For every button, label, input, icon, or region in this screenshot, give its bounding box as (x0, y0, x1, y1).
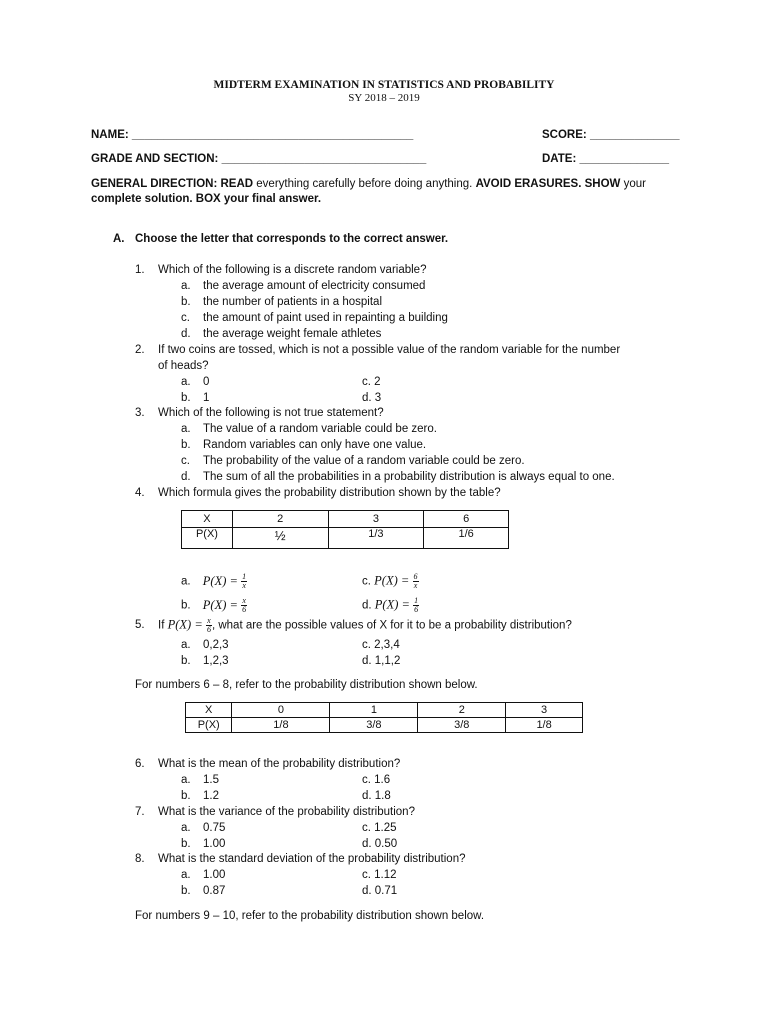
table-cell: 1/8 (232, 718, 330, 733)
table-cell: P(X) (186, 718, 232, 733)
q1-text: Which of the following is a discrete random variable? (158, 264, 427, 276)
q7-number: 7. (135, 806, 145, 818)
fraction: $\frac{1}{6}$ (414, 596, 419, 614)
q1-option-c-letter: c. (181, 312, 190, 324)
direction-bold-1: GENERAL DIRECTION: READ (91, 178, 254, 190)
table-cell: 3/8 (418, 718, 506, 733)
q3-option-a: The value of a random variable could be zero. (203, 423, 437, 435)
exam-title: MIDTERM EXAMINATION IN STATISTICS AND PROBABILITY (213, 79, 555, 91)
q7-option-c: c. 1.25 (362, 822, 397, 834)
q6-option-a-letter: a. (181, 774, 191, 786)
q3-option-c-letter: c. (181, 455, 190, 467)
q5-option-d: d. 1,1,2 (362, 655, 401, 667)
q4-option-c (362, 573, 419, 590)
q2-option-c: c. 2 (362, 376, 381, 388)
table-cell: 2 (232, 511, 328, 528)
table-cell: 1 (330, 703, 418, 718)
q2-option-d: d. 3 (362, 392, 382, 404)
q5-option-a-letter: a. (181, 639, 191, 651)
score-line: ______________ (589, 129, 680, 141)
q3-option-a-letter: a. (181, 423, 191, 435)
fraction: $\frac{x}{6}$ (206, 616, 211, 634)
q3-number: 3. (135, 407, 145, 419)
score-label: SCORE: (542, 129, 587, 141)
grade-line: ________________________________ (221, 153, 427, 165)
q2-option-b: 1 (203, 392, 210, 404)
q8-option-c: c. 1.12 (362, 869, 397, 881)
formula-lhs: P(X) = (202, 573, 238, 588)
q6-text: What is the mean of the probability distribution? (158, 758, 401, 770)
q4-option-a (181, 573, 247, 590)
q3-option-c: The probability of the value of a random variable could be zero. (203, 455, 525, 467)
fraction: $\frac{6}{x}$ (413, 572, 418, 590)
table-row (186, 718, 583, 733)
general-direction (91, 178, 646, 190)
table-cell: 1/8 (506, 718, 583, 733)
direction-text-2: your (620, 178, 646, 190)
q2-number: 2. (135, 344, 145, 356)
q4-option-d-letter: d. (362, 599, 372, 612)
q5-option-a: 0,2,3 (203, 639, 229, 651)
q5-number: 5. (135, 619, 145, 631)
q4-number: 4. (135, 487, 145, 499)
q7-option-b-letter: b. (181, 838, 191, 850)
q6-option-a: 1.5 (203, 774, 219, 786)
q4-distribution-table (181, 510, 509, 549)
q3-text: Which of the following is not true statement? (158, 407, 384, 419)
q3-option-d: The sum of all the probabilities in a probability distribution is always equal to one. (203, 471, 615, 483)
grade-label: GRADE AND SECTION: (91, 153, 219, 165)
formula-lhs: P(X) = (167, 617, 203, 632)
q1-option-d-letter: d. (181, 328, 191, 340)
q2-option-b-letter: b. (181, 392, 191, 404)
q4-option-d (362, 597, 419, 614)
formula-lhs: P(X) = (374, 573, 410, 588)
fraction: $\frac{1}{x}$ (242, 572, 247, 590)
school-year: SY 2018 – 2019 (348, 92, 420, 104)
fraction: $\frac{x}{6}$ (242, 596, 247, 614)
q6-option-b: 1.2 (203, 790, 219, 802)
table-cell: X (182, 511, 233, 528)
q8-option-a: 1.00 (203, 869, 226, 881)
q3-option-b: Random variables can only have one value. (203, 439, 427, 451)
table-cell: 3 (506, 703, 583, 718)
q4-option-b (181, 597, 247, 614)
table-cell: 1/6 (424, 528, 509, 549)
table-cell: ½ (232, 528, 328, 549)
q2-text-2: of heads? (158, 360, 209, 372)
q7-option-a: 0.75 (203, 822, 226, 834)
q4-option-c-letter: c. (362, 575, 371, 588)
q1-option-a-letter: a. (181, 280, 191, 292)
q3-option-d-letter: d. (181, 471, 191, 483)
q5-text (158, 617, 572, 634)
q6-option-d: d. 1.8 (362, 790, 391, 802)
q8-option-b: 0.87 (203, 885, 226, 897)
q1-option-b: the number of patients in a hospital (203, 296, 383, 308)
q5-option-b: 1,2,3 (203, 655, 229, 667)
q2-option-a-letter: a. (181, 376, 191, 388)
q7-option-b: 1.00 (203, 838, 226, 850)
q7-option-a-letter: a. (181, 822, 191, 834)
table-row (186, 703, 583, 718)
q8-text: What is the standard deviation of the probability distribution? (158, 853, 466, 865)
q8-option-a-letter: a. (181, 869, 191, 881)
q1-option-c: the amount of paint used in repainting a building (203, 312, 448, 324)
q1-option-d: the average weight female athletes (203, 328, 382, 340)
q6-option-c: c. 1.6 (362, 774, 391, 786)
q4-text: Which formula gives the probability distribution shown by the table? (158, 487, 501, 499)
formula-lhs: P(X) = (202, 597, 238, 612)
direction-text-1: everything carefully before doing anything. (253, 178, 476, 190)
name-field (91, 129, 413, 141)
score-field (542, 129, 679, 141)
table-row (182, 511, 509, 528)
grade-section-field (91, 153, 426, 165)
table-cell: 1/3 (328, 528, 424, 549)
direction-line-2: complete solution. BOX your final answer. (91, 193, 322, 205)
refer-9-10: For numbers 9 – 10, refer to the probability distribution shown below. (135, 910, 485, 922)
date-line: ______________ (579, 153, 670, 165)
q7-text: What is the variance of the probability distribution? (158, 806, 415, 818)
q8-option-d: d. 0.71 (362, 885, 398, 897)
q5-pre: If (158, 619, 165, 632)
q8-number: 8. (135, 853, 145, 865)
table-row (182, 528, 509, 549)
q4-option-a-letter: a. (181, 575, 191, 588)
distribution-table-6-8 (185, 702, 583, 733)
q2-option-a: 0 (203, 376, 210, 388)
q5-option-b-letter: b. (181, 655, 191, 667)
q1-number: 1. (135, 264, 145, 276)
table-cell: 3 (328, 511, 424, 528)
formula-lhs: P(X) = (374, 597, 410, 612)
table-cell: X (186, 703, 232, 718)
q3-option-b-letter: b. (181, 439, 191, 451)
refer-6-8: For numbers 6 – 8, refer to the probability distribution shown below. (135, 679, 478, 691)
date-field (542, 153, 669, 165)
q8-option-b-letter: b. (181, 885, 191, 897)
direction-bold-2: AVOID ERASURES. SHOW (475, 178, 621, 190)
name-label: NAME: (91, 129, 129, 141)
table-cell: 0 (232, 703, 330, 718)
table-cell: P(X) (182, 528, 233, 549)
q4-option-b-letter: b. (181, 599, 191, 612)
table-cell: 3/8 (330, 718, 418, 733)
q1-option-a: the average amount of electricity consumed (203, 280, 426, 292)
part-a-instruction: Choose the letter that corresponds to the correct answer. (135, 233, 449, 245)
q5-option-c: c. 2,3,4 (362, 639, 400, 651)
q6-number: 6. (135, 758, 145, 770)
q7-option-d: d. 0.50 (362, 838, 398, 850)
q1-option-b-letter: b. (181, 296, 191, 308)
date-label: DATE: (542, 153, 577, 165)
table-cell: 2 (418, 703, 506, 718)
q2-text: If two coins are tossed, which is not a possible value of the random variable for the number (158, 344, 621, 356)
part-a-letter: A. (113, 233, 125, 245)
table-cell: 6 (424, 511, 509, 528)
name-line: ____________________________________________ (131, 129, 414, 141)
q5-post: , what are the possible values of X for it to be a probability distribution? (211, 619, 572, 632)
q6-option-b-letter: b. (181, 790, 191, 802)
